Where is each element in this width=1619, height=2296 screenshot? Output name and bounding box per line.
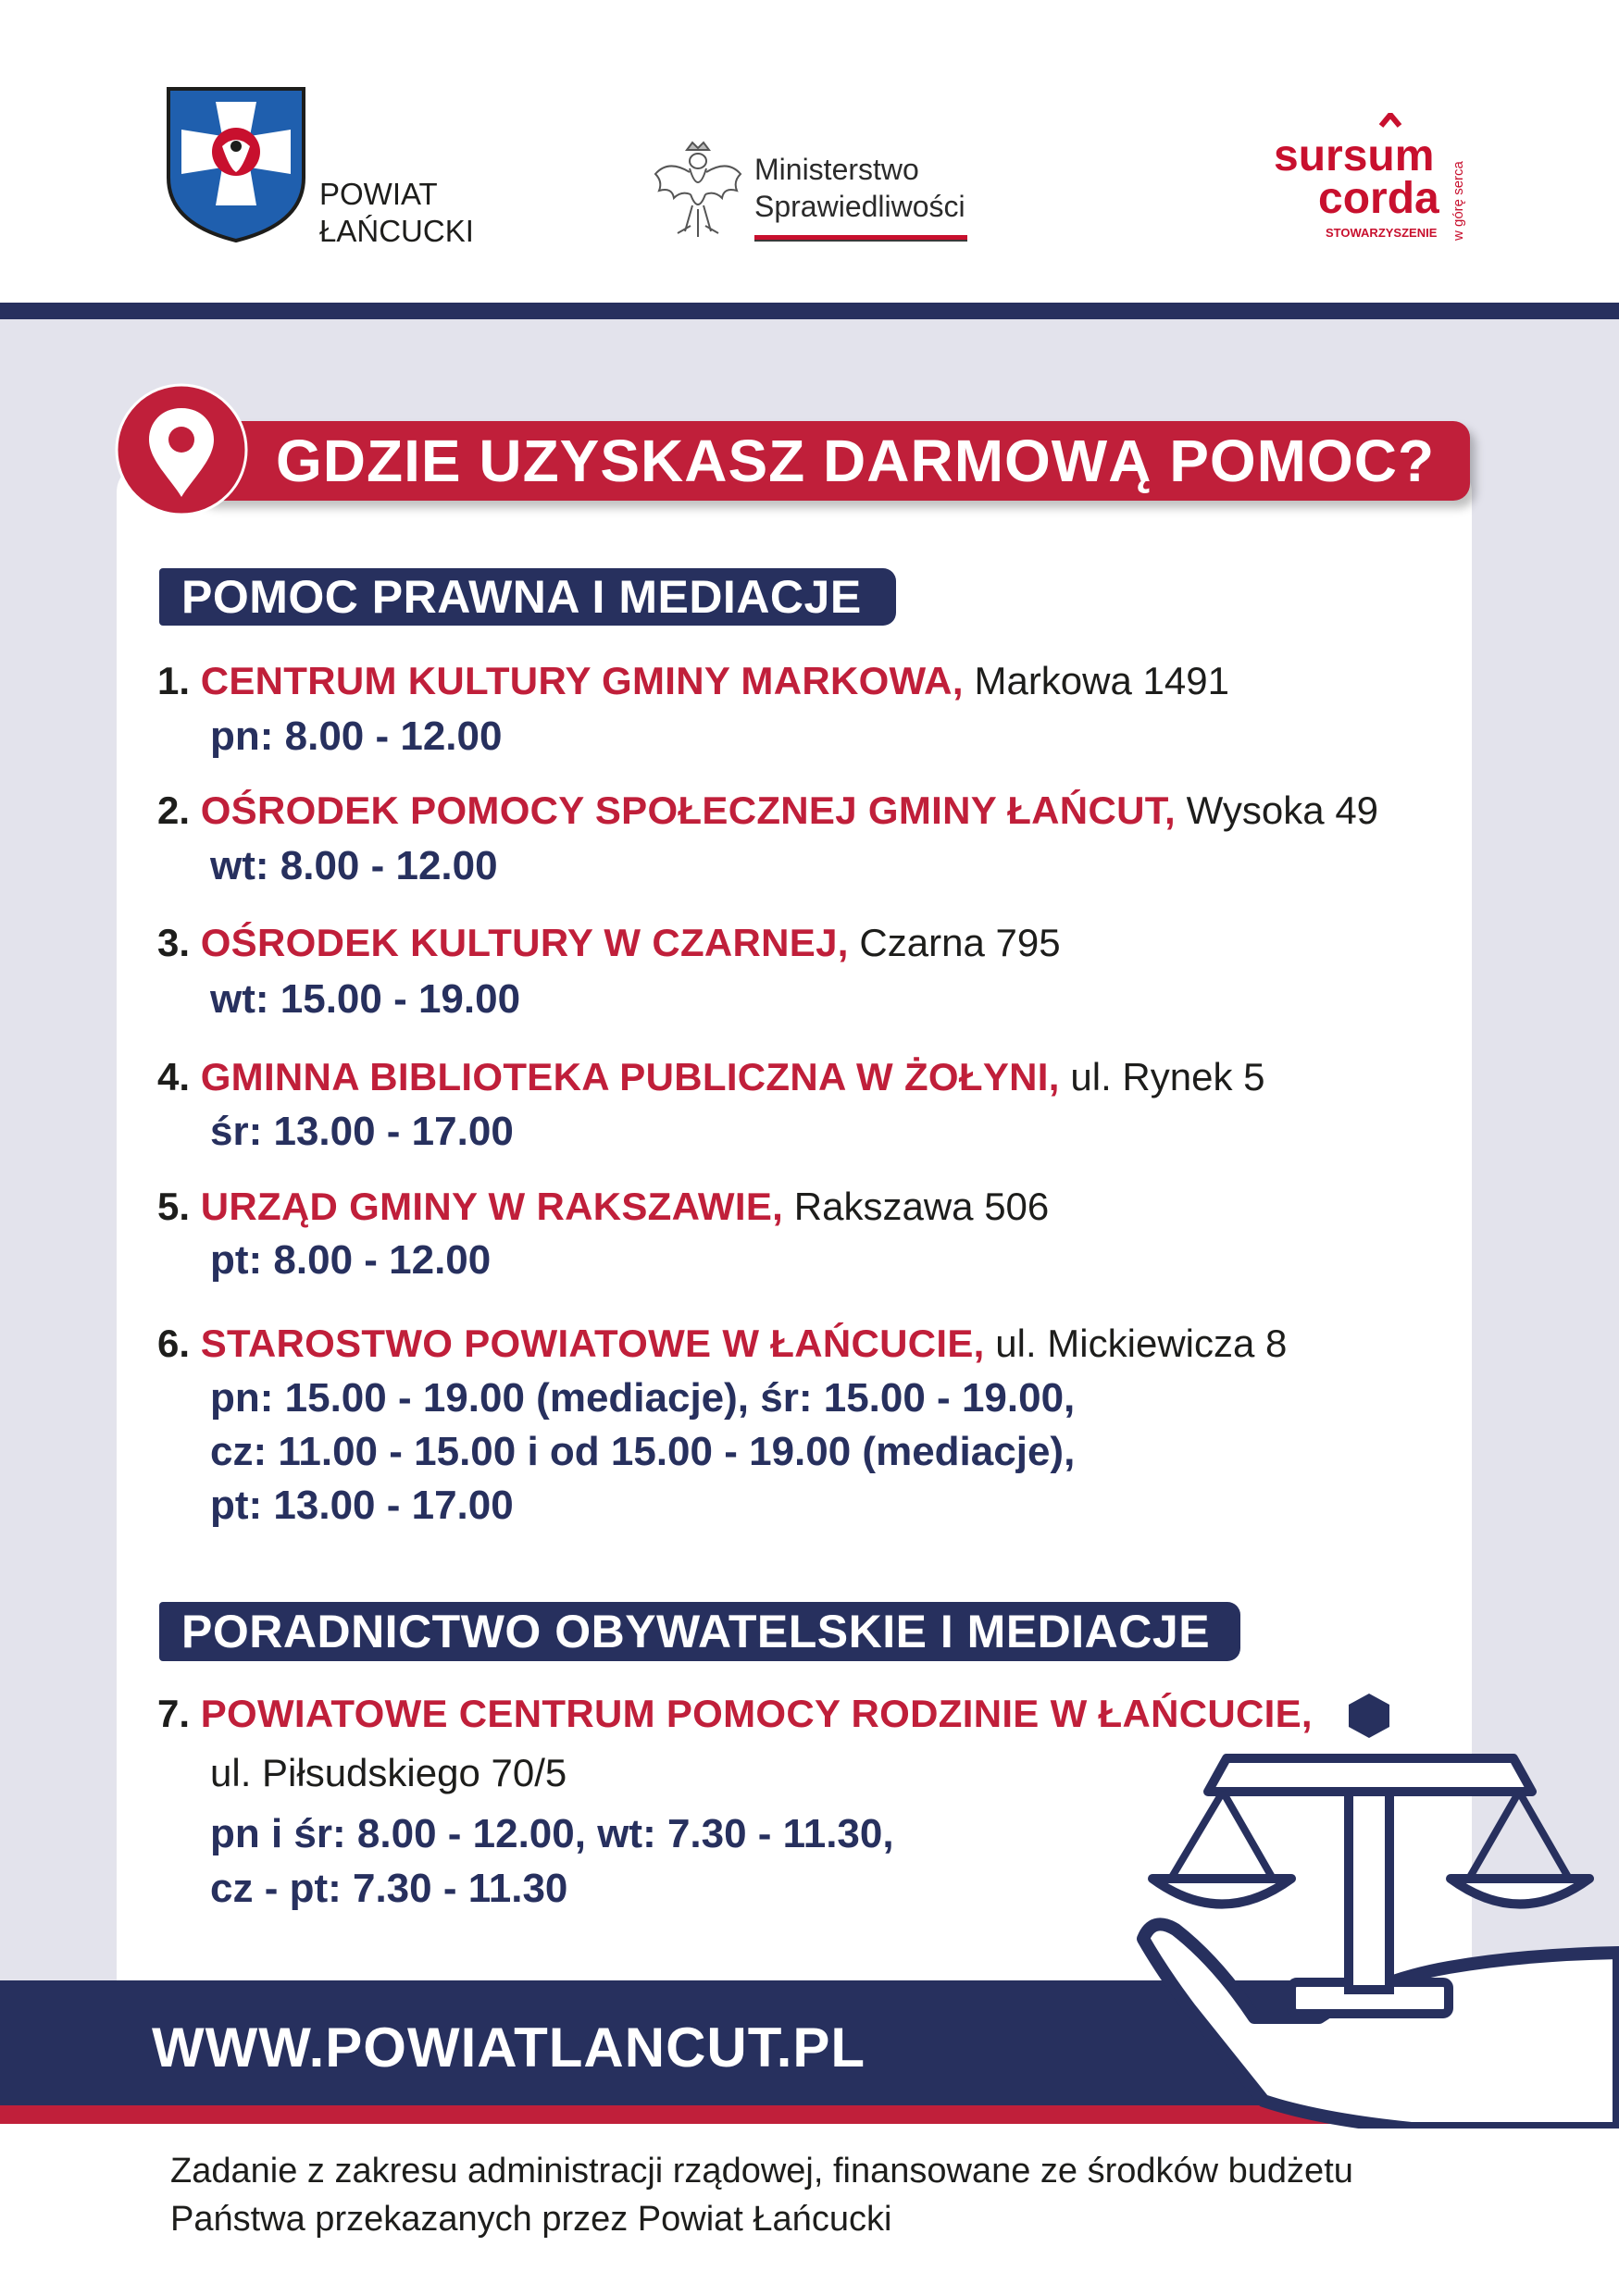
entry-line bbox=[157, 921, 1061, 965]
ministry-name bbox=[754, 151, 965, 225]
entry-number: 3. bbox=[157, 921, 191, 964]
entry-hours: cz: 11.00 - 15.00 i od 15.00 - 19.00 (mediacje), bbox=[210, 1429, 1076, 1474]
entry-hours: cz - pt: 7.30 - 11.30 bbox=[210, 1866, 568, 1911]
entry-line bbox=[157, 1055, 1265, 1099]
entry-name: POWIATOWE CENTRUM POMOCY RODZINIE W ŁAŃCUCIE, bbox=[200, 1692, 1313, 1735]
funding-note-line1: Zadanie z zakresu administracji rządowej, finansowane ze środków budżetu bbox=[170, 2152, 1353, 2191]
entry-name: STAROSTWO POWIATOWE W ŁAŃCUCIE, bbox=[200, 1322, 985, 1365]
entry-address: ul. Rynek 5 bbox=[1070, 1055, 1265, 1098]
powiat-name-line2: ŁAŃCUCKI bbox=[319, 214, 474, 248]
header-rule bbox=[0, 303, 1619, 319]
entry-number: 5. bbox=[157, 1185, 191, 1228]
entry-name: URZĄD GMINY W RAKSZAWIE, bbox=[200, 1185, 784, 1228]
sursum-word2: corda bbox=[1318, 174, 1439, 223]
entry-line bbox=[157, 659, 1229, 703]
map-pin-icon bbox=[114, 382, 249, 517]
entry-address: Rakszawa 506 bbox=[793, 1185, 1050, 1228]
polish-eagle-icon bbox=[650, 141, 746, 242]
entry-number: 2. bbox=[157, 788, 191, 832]
entry-number: 4. bbox=[157, 1055, 191, 1098]
powiat-name bbox=[319, 176, 474, 250]
entry-number: 6. bbox=[157, 1322, 191, 1365]
entry-name: OŚRODEK POMOCY SPOŁECZNEJ GMINY ŁAŃCUT, bbox=[200, 788, 1176, 832]
coat-of-arms-icon bbox=[165, 85, 307, 244]
section-heading: PORADNICTWO OBYWATELSKIE I MEDIACJE bbox=[181, 1606, 1211, 1657]
entry-number: 1. bbox=[157, 659, 191, 702]
entry-address: ul. Piłsudskiego 70/5 bbox=[210, 1751, 567, 1794]
entry-hours: pn i śr: 8.00 - 12.00, wt: 7.30 - 11.30, bbox=[210, 1811, 894, 1856]
entry-hours: pn: 8.00 - 12.00 bbox=[210, 714, 503, 759]
scales-of-justice-icon bbox=[1134, 1684, 1619, 2128]
ministry-underline-dark bbox=[754, 240, 967, 242]
entry-line bbox=[157, 1322, 1287, 1366]
entry-hours: wt: 8.00 - 12.00 bbox=[210, 843, 498, 888]
entry-address: Markowa 1491 bbox=[974, 659, 1229, 702]
funding-note bbox=[170, 2147, 1353, 2243]
ministry-name-line1: Ministerstwo bbox=[754, 153, 919, 186]
entry-line bbox=[157, 1185, 1049, 1229]
entry-hours: pn: 15.00 - 19.00 (mediacje), śr: 15.00 - 19.00, bbox=[210, 1375, 1076, 1421]
sursum-corda-logo bbox=[1270, 113, 1474, 252]
entry-line bbox=[157, 788, 1378, 833]
entry-address: Wysoka 49 bbox=[1186, 788, 1379, 832]
section-heading: POMOC PRAWNA I MEDIACJE bbox=[181, 571, 862, 623]
entry-name: OŚRODEK KULTURY W CZARNEJ, bbox=[200, 921, 849, 964]
sursum-vertical: w górę serca bbox=[1451, 161, 1466, 241]
entry-number: 7. bbox=[157, 1692, 191, 1735]
entry-hours: wt: 15.00 - 19.00 bbox=[210, 976, 521, 1022]
website-link[interactable]: WWW.POWIATLANCUT.PL bbox=[152, 2017, 866, 2079]
entry-hours: pt: 8.00 - 12.00 bbox=[210, 1237, 492, 1283]
entry-name: CENTRUM KULTURY GMINY MARKOWA, bbox=[200, 659, 964, 702]
sursum-sub: STOWARZYSZENIE bbox=[1326, 226, 1438, 240]
page-title: GDZIE UZYSKASZ DARMOWĄ POMOC? bbox=[276, 428, 1436, 494]
entry-name: GMINNA BIBLIOTEKA PUBLICZNA W ŻOŁYNI, bbox=[200, 1055, 1060, 1098]
powiat-name-line1: POWIAT bbox=[319, 177, 438, 211]
entry-hours: pt: 13.00 - 17.00 bbox=[210, 1483, 514, 1528]
ministry-name-line2: Sprawiedliwości bbox=[754, 190, 965, 223]
entry-hours: śr: 13.00 - 17.00 bbox=[210, 1109, 514, 1154]
entry-address: Czarna 795 bbox=[859, 921, 1061, 964]
funding-note-line2: Państwa przekazanych przez Powiat Łańcucki bbox=[170, 2200, 892, 2239]
sursum-word1: sursum bbox=[1274, 131, 1435, 180]
entry-address: ul. Mickiewicza 8 bbox=[995, 1322, 1288, 1365]
